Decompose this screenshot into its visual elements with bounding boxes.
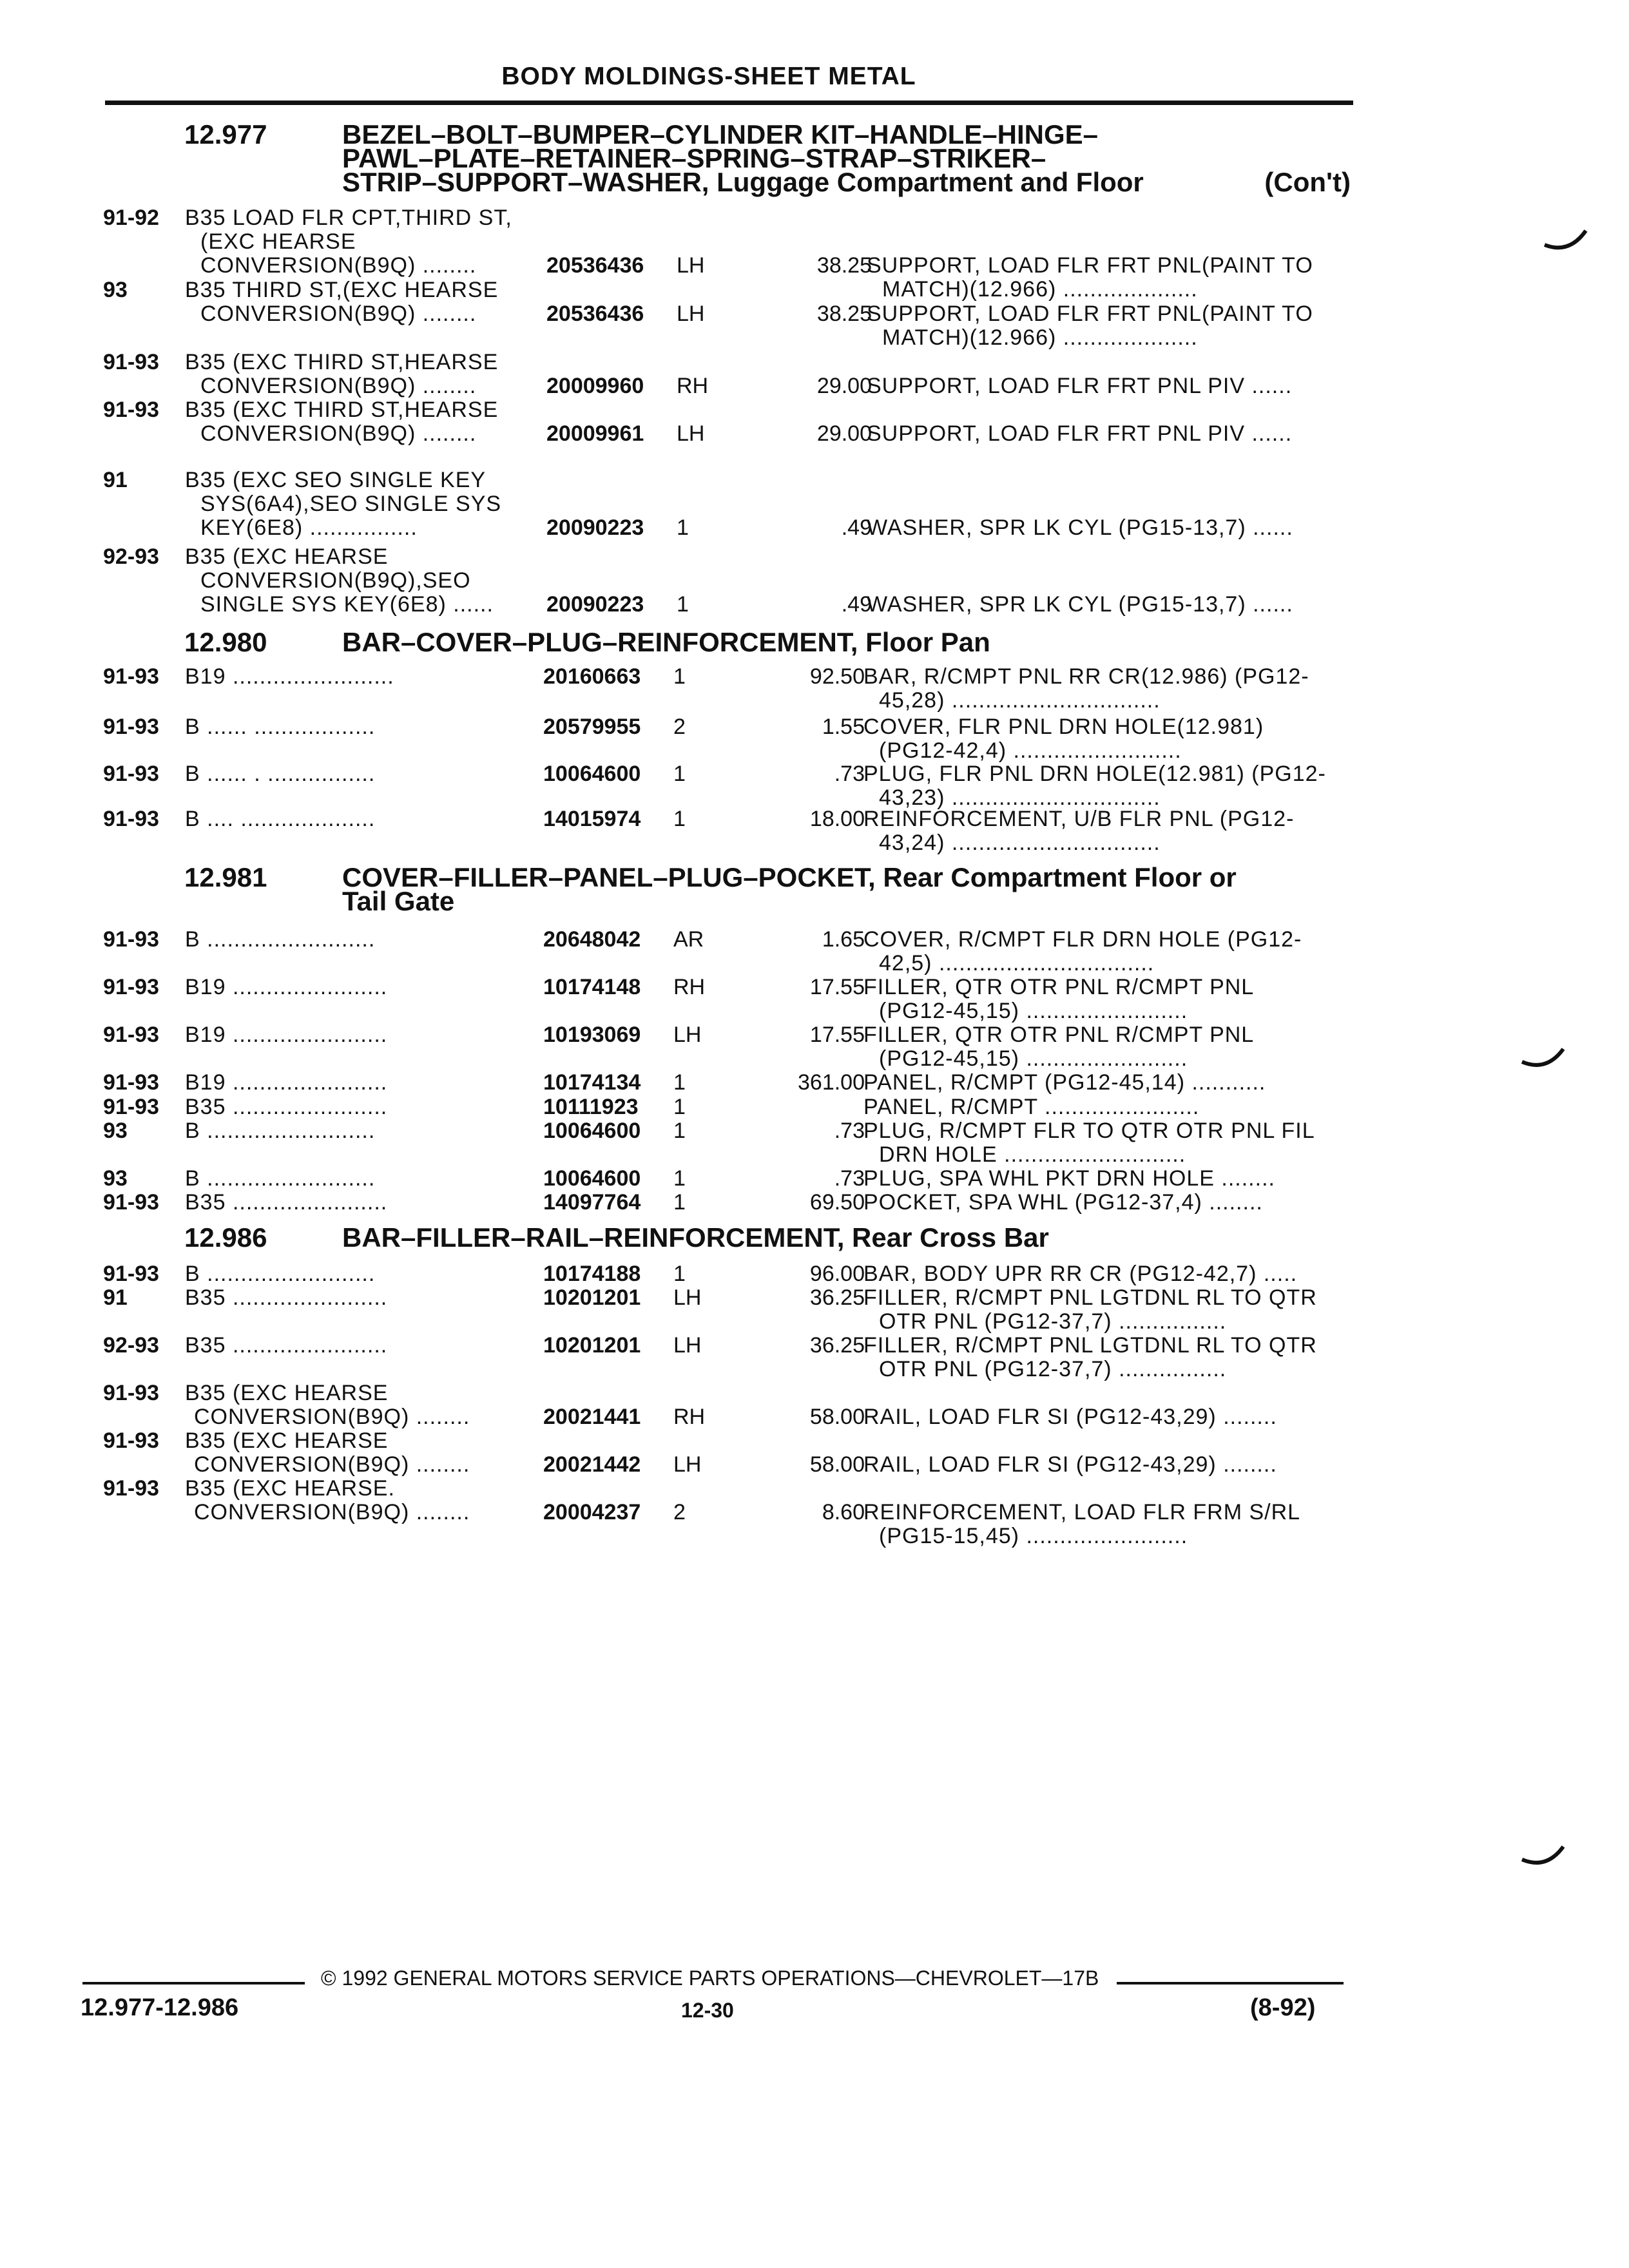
section-title-line: BEZEL–BOLT–BUMPER–CYLINDER KIT–HANDLE–HINGE–	[342, 119, 1099, 149]
section-title-line: STRIP–SUPPORT–WASHER, Luggage Compartment and Floor	[342, 167, 1144, 197]
part-description-line: (PG12-45,15) ........................	[879, 999, 1188, 1023]
list-price: 38.25	[816, 253, 872, 278]
list-price: 29.00	[816, 421, 872, 446]
part-number: 10064600	[543, 1119, 641, 1143]
page-header-title: BODY MOLDINGS-SHEET METAL	[501, 62, 916, 90]
part-description-line: WASHER, SPR LK CYL (PG15-13,7) ......	[867, 515, 1293, 540]
application-description	[185, 975, 387, 999]
part-number: 10201201	[543, 1285, 641, 1310]
part-description	[867, 516, 1351, 540]
quantity: LH	[673, 1333, 702, 1358]
model-years: 91-93	[103, 398, 159, 422]
list-price: 1.65	[822, 927, 865, 952]
application-description	[185, 1071, 387, 1095]
part-description-line: MATCH)(12.966) ....................	[882, 277, 1198, 302]
footer-section-range: 12.977-12.986	[81, 1994, 239, 2021]
application-line: B35 (EXC HEARSE	[185, 544, 389, 569]
part-number: 10064600	[543, 762, 641, 786]
model-years: 91-93	[103, 1262, 159, 1286]
application-line: B .........................	[185, 1262, 376, 1286]
application-line: B35 THIRD ST,(EXC HEARSE	[185, 278, 499, 302]
part-description-line: REINFORCEMENT, U/B FLR PNL (PG12-	[863, 807, 1295, 831]
quantity: LH	[673, 1285, 702, 1310]
footer-rule-left	[82, 1982, 305, 1984]
model-years: 91-92	[103, 206, 159, 230]
model-years: 92-93	[103, 544, 159, 569]
application-line: (EXC HEARSE	[200, 229, 356, 254]
part-number: 10064600	[543, 1166, 641, 1191]
application-line: CONVERSION(B9Q) ........	[200, 374, 477, 398]
part-description-line: OTR PNL (PG12-37,7) ................	[879, 1309, 1227, 1334]
quantity: 2	[673, 715, 686, 739]
application-line: B ...... . ................	[185, 762, 376, 786]
application-description	[185, 1167, 375, 1191]
quantity: 1	[673, 1166, 686, 1191]
part-number: 20536436	[546, 253, 644, 278]
list-price: 36.25	[809, 1333, 865, 1358]
quantity: 2	[673, 1500, 686, 1524]
application-line: B35 (EXC SEO SINGLE KEY	[185, 468, 487, 492]
model-years: 93	[103, 1119, 128, 1143]
part-description-line: SUPPORT, LOAD FLR FRT PNL(PAINT TO	[867, 302, 1313, 326]
part-description	[863, 1405, 1348, 1429]
model-years: 91-93	[103, 975, 159, 999]
part-description	[863, 807, 1348, 855]
part-number: 20648042	[543, 927, 641, 952]
application-description	[185, 1286, 387, 1310]
application-description	[185, 398, 498, 446]
part-description-line: 43,24) ...............................	[879, 831, 1161, 855]
application-line: CONVERSION(B9Q) ........	[200, 421, 477, 446]
part-description	[863, 1262, 1348, 1286]
application-line: B ...... ..................	[185, 715, 376, 739]
application-line: B35 (EXC HEARSE	[185, 1381, 389, 1405]
part-description-line: FILLER, R/CMPT PNL LGTDNL RL TO QTR	[863, 1285, 1317, 1310]
part-number: 20009961	[546, 421, 644, 446]
quantity: 1	[673, 1095, 686, 1119]
application-description	[185, 468, 501, 540]
part-description-line: POCKET, SPA WHL (PG12-37,4) ........	[863, 1190, 1263, 1215]
quantity: 1	[673, 807, 686, 831]
list-price: 17.55	[809, 975, 865, 999]
list-price: 361.00	[798, 1070, 865, 1095]
part-description	[863, 665, 1348, 713]
model-years: 91-93	[103, 1095, 159, 1119]
application-line: B35 .......................	[185, 1333, 388, 1358]
part-description	[863, 715, 1348, 763]
header-rule	[105, 101, 1353, 105]
quantity: RH	[673, 1405, 706, 1429]
part-description	[863, 1167, 1348, 1191]
part-description	[863, 762, 1348, 810]
part-description-line: COVER, FLR PNL DRN HOLE(12.981)	[863, 715, 1264, 739]
part-description-line: OTR PNL (PG12-37,7) ................	[879, 1357, 1227, 1381]
part-number: 20021441	[543, 1405, 641, 1429]
part-description-line: PANEL, R/CMPT .......................	[863, 1095, 1200, 1119]
section-title-line: BAR–COVER–PLUG–REINFORCEMENT, Floor Pan	[342, 627, 990, 657]
application-line: B .........................	[185, 1166, 376, 1191]
part-description	[867, 593, 1351, 617]
quantity: AR	[673, 927, 704, 952]
part-description	[867, 422, 1351, 446]
model-years: 91-93	[103, 1023, 159, 1047]
list-price: 1.55	[822, 715, 865, 739]
application-description	[185, 1477, 470, 1524]
part-description	[867, 302, 1351, 350]
part-number: 20536436	[546, 302, 644, 326]
part-description-line: WASHER, SPR LK CYL (PG15-13,7) ......	[867, 592, 1293, 617]
model-years: 91-93	[103, 715, 159, 739]
model-years: 91-93	[103, 350, 159, 374]
part-number: 10201201	[543, 1333, 641, 1358]
part-number: 20090223	[546, 515, 644, 540]
quantity: 1	[673, 762, 686, 786]
quantity: RH	[673, 975, 706, 999]
part-description-line: PANEL, R/CMPT (PG12-45,14) ...........	[863, 1070, 1266, 1095]
section-title-line: BAR–FILLER–RAIL–REINFORCEMENT, Rear Cross Bar	[342, 1222, 1049, 1253]
model-years: 91-93	[103, 927, 159, 952]
list-price: 58.00	[809, 1405, 865, 1429]
application-line: CONVERSION(B9Q) ........	[194, 1500, 470, 1524]
quantity: 1	[673, 1190, 686, 1215]
list-price: .73	[834, 1119, 865, 1143]
application-description	[185, 206, 512, 278]
application-line: CONVERSION(B9Q),SEO	[200, 568, 471, 593]
part-number: 10174148	[543, 975, 641, 999]
part-description-line: RAIL, LOAD FLR SI (PG12-43,29) ........	[863, 1405, 1277, 1429]
model-years: 91-93	[103, 1070, 159, 1095]
model-years: 91	[103, 1285, 128, 1310]
footer-rule-right	[1117, 1982, 1344, 1984]
application-line: B35 (EXC HEARSE.	[185, 1476, 395, 1501]
application-description	[185, 1262, 375, 1286]
quantity: 1	[673, 664, 686, 689]
application-description	[185, 1095, 387, 1119]
part-description-line: FILLER, QTR OTR PNL R/CMPT PNL	[863, 975, 1255, 999]
application-line: B .........................	[185, 1119, 376, 1143]
model-years: 91-93	[103, 1428, 159, 1453]
part-number: 20021442	[543, 1452, 641, 1477]
part-description-line: (PG12-45,15) ........................	[879, 1046, 1188, 1071]
application-description	[185, 1381, 470, 1429]
application-description	[185, 278, 498, 326]
application-line: B35 (EXC THIRD ST,HEARSE	[185, 350, 499, 374]
section-number: 12.977	[184, 119, 267, 149]
footer-page-number: 12-30	[681, 1999, 734, 2022]
quantity: 1	[673, 1119, 686, 1143]
part-number: 20090223	[546, 592, 644, 617]
part-description-line: (PG15-15,45) ........................	[879, 1524, 1188, 1548]
part-description-line: RAIL, LOAD FLR SI (PG12-43,29) ........	[863, 1452, 1277, 1477]
quantity: 1	[673, 1070, 686, 1095]
section-title	[342, 627, 1351, 657]
application-line: SINGLE SYS KEY(6E8) ......	[200, 592, 494, 617]
part-description-line: 45,28) ...............................	[879, 688, 1161, 713]
model-years: 91-93	[103, 664, 159, 689]
application-line: B19 .......................	[185, 975, 388, 999]
part-number: 10193069	[543, 1023, 641, 1047]
model-years: 91-93	[103, 1190, 159, 1215]
part-description-line: FILLER, R/CMPT PNL LGTDNL RL TO QTR	[863, 1333, 1317, 1358]
part-description-line: PLUG, SPA WHL PKT DRN HOLE ........	[863, 1166, 1275, 1191]
binder-hole-mark	[1521, 1044, 1566, 1076]
list-price: 58.00	[809, 1452, 865, 1477]
application-line: B19 .......................	[185, 1070, 388, 1095]
application-description	[185, 762, 375, 786]
application-line: B35 (EXC HEARSE	[185, 1428, 389, 1453]
list-price: 69.50	[809, 1190, 865, 1215]
application-description	[185, 1119, 375, 1143]
application-line: B .........................	[185, 927, 376, 952]
application-description	[185, 351, 498, 398]
quantity: LH	[677, 302, 705, 326]
application-line: B35 .......................	[185, 1095, 388, 1119]
part-description-line: (PG12-42,4) .........................	[879, 738, 1182, 763]
part-description	[863, 928, 1348, 975]
part-description-line: 43,23) ...............................	[879, 785, 1161, 810]
list-price: 38.25	[816, 302, 872, 326]
section-title-line: COVER–FILLER–PANEL–PLUG–POCKET, Rear Compartment Floor or	[342, 862, 1237, 892]
application-line: KEY(6E8) ................	[200, 515, 418, 540]
application-line: B19 .......................	[185, 1023, 388, 1047]
application-line: CONVERSION(B9Q) ........	[200, 302, 477, 326]
part-description-line: SUPPORT, LOAD FLR FRT PNL(PAINT TO	[867, 253, 1313, 278]
section-number: 12.986	[184, 1222, 267, 1253]
part-description	[863, 1095, 1348, 1119]
part-description	[863, 1334, 1348, 1381]
application-description	[185, 1023, 387, 1047]
application-line: CONVERSION(B9Q) ........	[200, 253, 477, 278]
list-price: 17.55	[809, 1023, 865, 1047]
model-years: 93	[103, 1166, 128, 1191]
part-description-line: REINFORCEMENT, LOAD FLR FRM S/RL	[863, 1500, 1301, 1524]
application-line: B35 LOAD FLR CPT,THIRD ST,	[185, 206, 512, 230]
application-description	[185, 1429, 470, 1477]
list-price: .73	[834, 762, 865, 786]
quantity: LH	[673, 1023, 702, 1047]
part-description	[863, 1453, 1348, 1477]
list-price: 92.50	[809, 664, 865, 689]
section-title	[342, 1222, 1351, 1253]
list-price: 96.00	[809, 1262, 865, 1286]
application-description	[185, 715, 375, 739]
section-title-line: PAWL–PLATE–RETAINER–SPRING–STRAP–STRIKER–	[342, 143, 1046, 173]
part-description	[863, 975, 1348, 1023]
part-description	[863, 1501, 1348, 1548]
application-description	[185, 807, 375, 831]
part-description	[863, 1119, 1348, 1167]
application-description	[185, 1334, 387, 1358]
part-number: 20160663	[543, 664, 641, 689]
application-line: B35 (EXC THIRD ST,HEARSE	[185, 398, 499, 422]
part-description	[863, 1023, 1348, 1071]
model-years: 91-93	[103, 1476, 159, 1501]
part-description-line: COVER, R/CMPT FLR DRN HOLE (PG12-	[863, 927, 1302, 952]
application-description	[185, 665, 394, 689]
list-price: 8.60	[822, 1500, 865, 1524]
part-number: 10174134	[543, 1070, 641, 1095]
part-number: 20579955	[543, 715, 641, 739]
section-title-line: Tail Gate	[342, 886, 455, 916]
quantity: 1	[673, 1262, 686, 1286]
section-number: 12.980	[184, 627, 267, 657]
part-description-line: BAR, R/CMPT PNL RR CR(12.986) (PG12-	[863, 664, 1309, 689]
model-years: 91-93	[103, 762, 159, 786]
list-price: .49	[841, 592, 872, 617]
application-line: B35 .......................	[185, 1190, 388, 1215]
application-line: B .... ....................	[185, 807, 376, 831]
part-number: 14015974	[543, 807, 641, 831]
section-title	[342, 862, 1351, 916]
part-description-line: BAR, BODY UPR RR CR (PG12-42,7) .....	[863, 1262, 1298, 1286]
part-description-line: MATCH)(12.966) ....................	[882, 325, 1198, 350]
quantity: LH	[677, 253, 705, 278]
part-number: 10111923	[543, 1095, 639, 1119]
quantity: LH	[677, 421, 705, 446]
part-description	[863, 1071, 1348, 1095]
part-description-line: DRN HOLE ...........................	[879, 1142, 1186, 1167]
application-line: CONVERSION(B9Q) ........	[194, 1405, 470, 1429]
model-years: 92-93	[103, 1333, 159, 1358]
part-description	[867, 254, 1351, 302]
application-line: SYS(6A4),SEO SINGLE SYS	[200, 492, 502, 516]
application-line: B35 .......................	[185, 1285, 388, 1310]
list-price: 36.25	[809, 1285, 865, 1310]
footer-revision-date: (8-92)	[1250, 1994, 1316, 2021]
part-description-line: SUPPORT, LOAD FLR FRT PNL PIV ......	[867, 421, 1293, 446]
list-price: 18.00	[809, 807, 865, 831]
part-number: 14097764	[543, 1190, 641, 1215]
model-years: 91-93	[103, 807, 159, 831]
quantity: RH	[677, 374, 709, 398]
model-years: 91-93	[103, 1381, 159, 1405]
part-number: 10174188	[543, 1262, 641, 1286]
part-number: 20009960	[546, 374, 644, 398]
quantity: LH	[673, 1452, 702, 1477]
quantity: 1	[677, 592, 689, 617]
section-title	[342, 119, 1351, 197]
part-description	[863, 1286, 1348, 1334]
list-price: .73	[834, 1166, 865, 1191]
part-description	[867, 374, 1351, 398]
section-number: 12.981	[184, 862, 267, 892]
part-description-line: FILLER, QTR OTR PNL R/CMPT PNL	[863, 1023, 1255, 1047]
model-years: 93	[103, 278, 128, 302]
part-description-line: PLUG, R/CMPT FLR TO QTR OTR PNL FIL	[863, 1119, 1315, 1143]
application-description	[185, 1191, 387, 1215]
binder-hole-mark	[1521, 1841, 1566, 1874]
part-description	[863, 1191, 1348, 1215]
application-description	[185, 928, 375, 952]
part-description-line: SUPPORT, LOAD FLR FRT PNL PIV ......	[867, 374, 1293, 398]
application-line: CONVERSION(B9Q) ........	[194, 1452, 470, 1477]
list-price: .49	[841, 515, 872, 540]
binder-hole-mark	[1543, 226, 1588, 258]
part-description-line: 42,5) ................................	[879, 951, 1155, 975]
model-years: 91	[103, 468, 128, 492]
footer-copyright: © 1992 GENERAL MOTORS SERVICE PARTS OPERATIONS—CHEVROLET—17B	[321, 1966, 1099, 1990]
continued-label: (Con't)	[1264, 167, 1351, 197]
part-description-line: PLUG, FLR PNL DRN HOLE(12.981) (PG12-	[863, 762, 1326, 786]
list-price: 29.00	[816, 374, 872, 398]
quantity: 1	[677, 515, 689, 540]
part-number: 20004237	[543, 1500, 641, 1524]
application-line: B19 ........................	[185, 664, 394, 689]
application-description	[185, 545, 494, 617]
